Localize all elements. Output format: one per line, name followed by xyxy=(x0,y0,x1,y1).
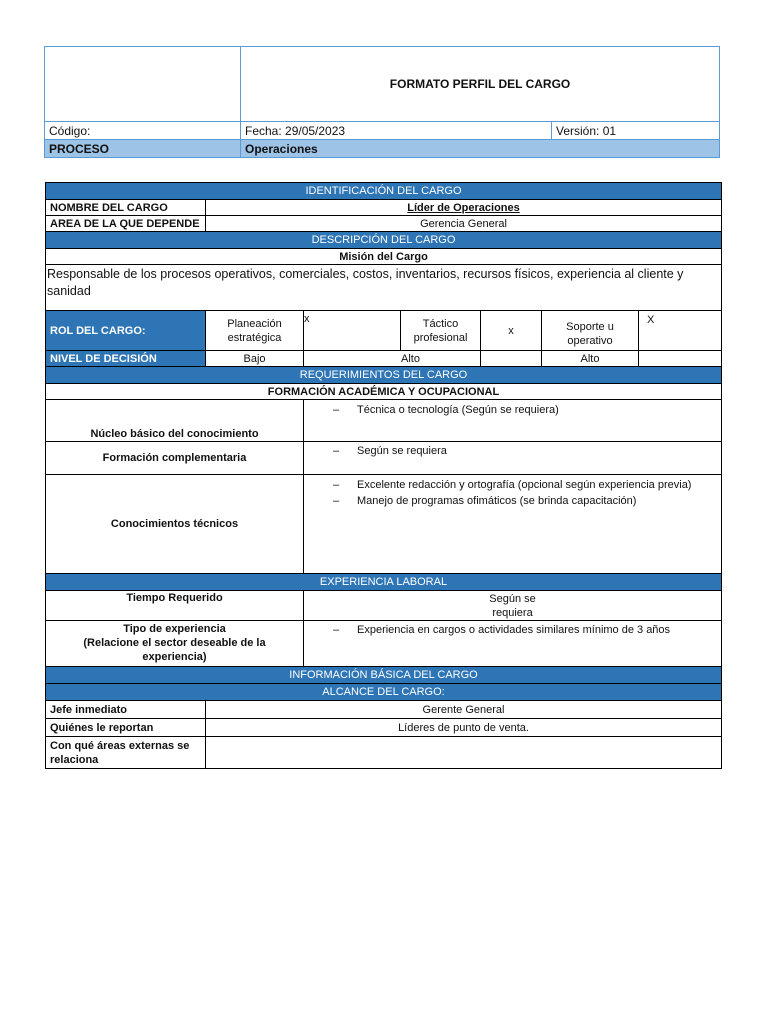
rol-planeacion-mark: x xyxy=(304,311,401,351)
list-item: – Experiencia en cargos o actividades similares mínimo de 3 años xyxy=(333,622,717,638)
nivel-alto-2: Alto xyxy=(542,351,639,367)
proceso-label: PROCESO xyxy=(45,140,241,158)
rol-tactico-mark: x xyxy=(481,311,542,351)
profile-table xyxy=(45,182,722,769)
tipo-list xyxy=(308,622,717,638)
section-informacion: INFORMACIÓN BÁSICA DEL CARGO xyxy=(46,667,722,684)
complementaria-label: Formación complementaria xyxy=(46,442,304,475)
section-alcance: ALCANCE DEL CARGO: xyxy=(46,684,722,701)
rol-planeacion: Planeación estratégica xyxy=(206,311,304,351)
header-table xyxy=(44,46,720,158)
areas-label: Con qué áreas externas se relaciona xyxy=(46,737,206,769)
list-item: – Según se requiera xyxy=(333,443,717,459)
nucleo-cell xyxy=(304,400,722,442)
nivel-bajo: Bajo xyxy=(206,351,304,367)
nucleo-label: Núcleo básico del conocimiento xyxy=(46,400,304,442)
nivel-alto-1: Alto xyxy=(304,351,481,367)
section-identificacion: IDENTIFICACIÓN DEL CARGO xyxy=(46,183,722,200)
nivel-empty xyxy=(481,351,542,367)
tiempo-value-line-1: Según se xyxy=(489,593,536,605)
list-item: – Manejo de programas ofimáticos (se brinda capacitación) xyxy=(333,493,717,509)
rol-tactico: Táctico profesional xyxy=(401,311,481,351)
section-requerimientos: REQUERIMIENTOS DEL CARGO xyxy=(46,367,722,384)
tecnicos-cell xyxy=(304,475,722,574)
nombre-cargo-value: Líder de Operaciones xyxy=(206,200,722,216)
proceso-value: Operaciones xyxy=(241,140,720,158)
nivel-empty-2 xyxy=(639,351,722,367)
list-item: – Técnica o tecnología (Según se requiera) xyxy=(333,402,717,418)
area-value: Gerencia General xyxy=(206,216,722,232)
tipo-label-line-2: (Relacione el sector deseable de la experiencia) xyxy=(83,637,266,663)
rol-label: ROL DEL CARGO: xyxy=(46,311,206,351)
complementaria-cell xyxy=(304,442,722,475)
tipo-label xyxy=(46,621,304,667)
reportan-label: Quiénes le reportan xyxy=(46,719,206,737)
tiempo-value xyxy=(304,591,722,621)
areas-value xyxy=(206,737,722,769)
document-title: FORMATO PERFIL DEL CARGO xyxy=(241,47,720,122)
tipo-cell xyxy=(304,621,722,667)
tipo-label-line-1: Tipo de experiencia xyxy=(123,623,226,635)
list-item: – Excelente redacción y ortografía (opcional según experiencia previa) xyxy=(333,477,717,493)
version-label: Versión: 01 xyxy=(552,122,720,140)
rol-soporte: Soporte u operativo xyxy=(542,311,639,351)
complementaria-list xyxy=(308,443,717,459)
nucleo-list xyxy=(308,402,717,418)
tiempo-label: Tiempo Requerido xyxy=(46,591,304,621)
section-descripcion: DESCRIPCIÓN DEL CARGO xyxy=(46,232,722,249)
nombre-cargo-label: NOMBRE DEL CARGO xyxy=(46,200,206,216)
reportan-value: Líderes de punto de venta. xyxy=(206,719,722,737)
mision-text: Responsable de los procesos operativos, comerciales, costos, inventarios, recursos físicos, experiencia al cliente y sanidad xyxy=(46,265,722,311)
fecha-label: Fecha: 29/05/2023 xyxy=(241,122,552,140)
section-experiencia: EXPERIENCIA LABORAL xyxy=(46,574,722,591)
rol-soporte-mark: X xyxy=(639,311,722,351)
jefe-label: Jefe inmediato xyxy=(46,701,206,719)
tecnicos-label: Conocimientos técnicos xyxy=(46,475,304,574)
tecnicos-list xyxy=(308,477,717,509)
formacion-title: FORMACIÓN ACADÉMICA Y OCUPACIONAL xyxy=(46,384,722,400)
mision-title: Misión del Cargo xyxy=(46,249,722,265)
codigo-label: Código: xyxy=(45,122,241,140)
jefe-value: Gerente General xyxy=(206,701,722,719)
area-label: AREA DE LA QUE DEPENDE xyxy=(46,216,206,232)
tiempo-value-line-2: requiera xyxy=(492,607,533,619)
nivel-label: NIVEL DE DECISIÓN xyxy=(46,351,206,367)
logo-cell xyxy=(45,47,241,122)
